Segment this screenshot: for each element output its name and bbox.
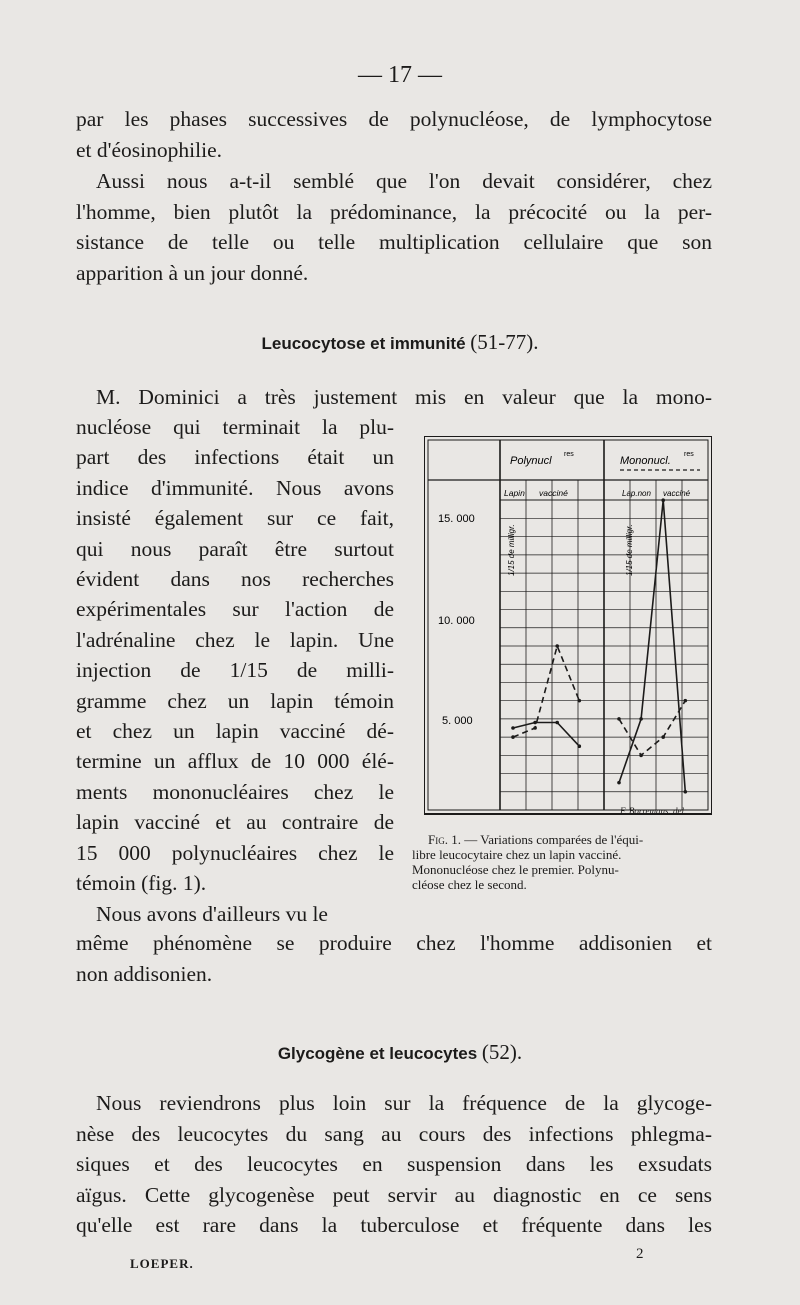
paragraph-3-column [76,412,394,929]
side-label-right: 1/15 de milligr. [625,524,634,576]
paragraph-3-first-line [76,382,712,413]
data-point [511,726,515,730]
data-point [684,790,688,794]
data-point [578,744,582,748]
text-line: Nous avons d'ailleurs vu le [96,901,328,926]
caption-label: Fig. 1. [428,832,461,847]
y-tick-15000: 15. 000 [438,513,475,525]
data-point [617,781,621,785]
paragraph-1 [76,104,712,165]
text-line: termine un afflux de 10 000 élé- [76,749,394,774]
text-line: siques et des leucocytes en suspension dans les exsudats [76,1152,712,1176]
data-point [533,726,537,730]
heading-ref: (51-77). [470,330,539,354]
side-label-left: 1/15 de milligr. [507,524,516,576]
header-polynucl: Polynucl [510,455,552,467]
text-line: qu'elle est rare dans la tuberculose et fréquente dans les [76,1213,712,1237]
data-point [555,644,559,648]
text-line: et d'éosinophilie. [76,137,222,162]
data-point [617,717,621,721]
series-line [513,723,579,747]
text-line: lapin vacciné et au contraire de [76,810,394,835]
text-line: témoin (fig. 1). [76,871,207,896]
text-line: l'adrénaline chez le lapin. Une [76,627,394,652]
heading-ref: (52). [481,1040,523,1064]
text-line: nèse des leucocytes du sang au cours des infections phlegma- [76,1121,712,1146]
text-line: indice d'immunité. Nous avons [76,475,394,500]
data-point [639,717,643,721]
text-line: expérimentales sur l'action de [76,597,394,622]
y-tick-10000: 10. 000 [438,615,475,627]
header-polynucl-sup: res [564,451,574,458]
text-line: part des infections était un [76,445,394,470]
data-point [661,735,665,739]
text-line: non addisonien. [76,961,213,986]
subheader-vaccine: vacciné [539,488,568,498]
footer-author: LOEPER. [130,1256,194,1271]
section-heading-leucocytose [0,330,800,355]
caption-line: Mononucléose chez le premier. Polynu- [412,862,619,877]
subheader-lap-non: Lap.non [622,489,651,498]
y-tick-5000: 5. 000 [442,715,473,727]
paragraph-5 [76,1088,712,1241]
text-line: par les phases successives de polynucléose, de lymphocytose [76,107,712,131]
page-number: — 17 — [358,62,442,88]
text-line: l'homme, bien plutôt la prédominance, la précocité ou la per- [76,199,712,224]
text-line: qui nous paraît être surtout [76,536,394,561]
caption-line: libre leucocytaire chez un lapin vacciné. [412,847,622,862]
text-line: insisté également sur ce fait, [76,506,394,531]
text-line: Nous reviendrons plus loin sur la fréquence de la glycoge- [96,1091,712,1115]
series-line [513,646,579,737]
figure-1-chart [424,436,712,816]
subheader-lapin: Lapin [504,488,525,498]
paragraph-4 [76,928,712,989]
caption-line: — Variations comparées de l'équi- [464,832,644,847]
data-point [639,754,643,758]
text-line: même phénomène se produire chez l'homme addisonien et [76,931,712,955]
header-mononucl-sup: res [684,451,694,458]
data-point [533,721,537,725]
data-point [684,699,688,703]
signature-mark: 2 [636,1246,644,1262]
text-line: et chez un lapin vacciné dé- [76,719,394,744]
data-point [578,699,582,703]
figure-credit: F. Borremans. del. [620,806,687,816]
text-line: aïgus. Cette glycogenèse peut servir au diagnostic en ce sens [76,1182,712,1207]
caption-line: cléose chez le second. [412,877,527,892]
series-line [619,701,685,756]
text-line: sistance de telle ou telle multiplication cellulaire que son [76,230,712,254]
text-line: nucléose qui terminait la plu- [76,415,394,439]
figure-caption [412,832,714,892]
heading-title: Leucocytose et immunité [261,334,466,353]
paragraph-2 [76,166,712,288]
text-line: M. Dominici a très justement mis en valeur que la mono- [96,385,712,409]
text-line: apparition à un jour donné. [76,260,309,285]
header-mononucl: Mononucl. [620,455,671,467]
text-line: ments mononucléaires chez le [76,779,394,804]
text-line: évident dans nos recherches [76,567,394,592]
data-point [555,721,559,725]
heading-title: Glycogène et leucocytes [277,1044,478,1063]
text-line: 15 000 polynucléaires chez le [76,840,394,865]
text-line: injection de 1/15 de milli- [76,658,394,683]
text-line: Aussi nous a-t-il semblé que l'on devait considérer, chez [96,169,712,193]
data-point [511,735,515,739]
subheader-vaccine-2: vacciné [663,489,691,498]
text-line: gramme chez un lapin témoin [76,688,394,713]
data-point [661,498,665,502]
section-heading-glycogene [0,1040,800,1065]
